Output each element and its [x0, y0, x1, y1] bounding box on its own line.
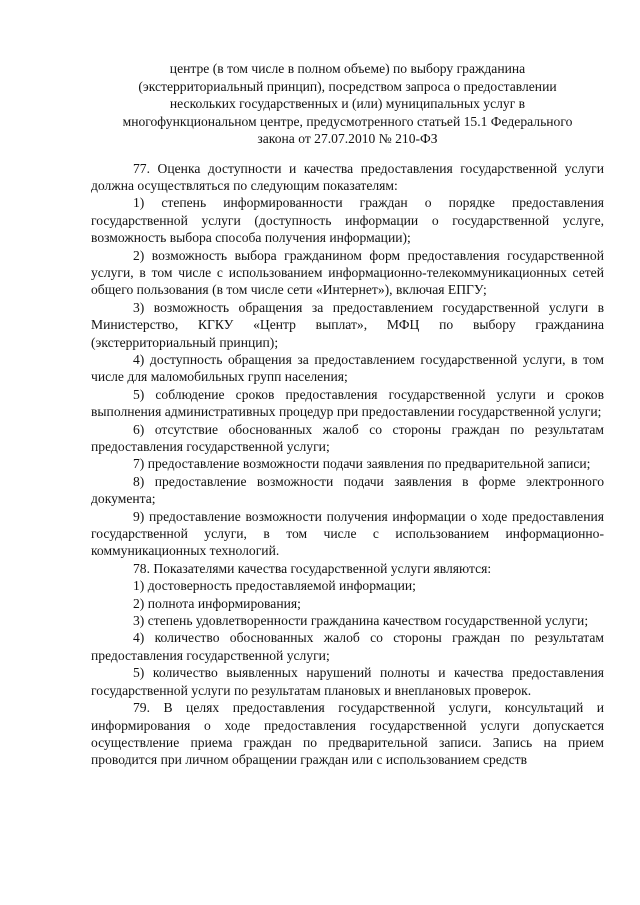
paragraph-78-item-3: 3) степень удовлетворенности гражданина качеством государственной услуги; — [133, 613, 589, 629]
paragraph-77: 77. Оценка доступности и качества предоставления государственной услуги должна осуществляться по следующим показателям: — [91, 160, 604, 193]
paragraph-77-item-5: 5) соблюдение сроков предоставления государственной услуги и сроков выполнения административных процедур при предоставлении государственной услуги; — [91, 386, 604, 420]
document-body — [91, 160, 604, 769]
paragraph-78-item-5: 5) количество выявленных нарушений полноты и качества предоставления государственной услуги по результатам плановых и внеплановых проверок. — [91, 665, 604, 698]
paragraph-77-item-6: 6) отсутствие обоснованных жалоб со стороны граждан по результатам предоставления государственной услуги; — [91, 421, 604, 454]
paragraph-77-item-2: 2) возможность выбора гражданином форм предоставления государственной услуги, в том числе с использованием информационно-телекоммуникационных сетей общего пользования (в том числе сети «Интернет»), включая ЕПГУ; — [91, 247, 604, 298]
section-heading — [91, 60, 604, 148]
heading-line: нескольких государственных и (или) муниципальных услуг в — [169, 96, 526, 111]
paragraph-78-item-4: 4) количество обоснованных жалоб со стороны граждан по результатам предоставления государственной услуги; — [91, 630, 604, 663]
paragraph-79: 79. В целях предоставления государственной услуги, консультаций и информирования о ходе предоставления государственной услуги допускается осуществление приема граждан по предварительной записи. Запись на прием проводится при личном обращении граждан или с использованием средств — [91, 700, 604, 768]
heading-line: закона от 27.07.2010 № 210-ФЗ — [257, 131, 438, 146]
paragraph-77-item-9: 9) предоставление возможности получения информации о ходе предоставления государственной услуги, в том числе с использованием информационно-коммуникационных технологий. — [91, 508, 604, 559]
paragraph-77-item-8: 8) предоставление возможности подачи заявления в форме электронного документа; — [91, 473, 604, 507]
heading-line: центре (в том числе в полном объеме) по выбору гражданина — [169, 61, 526, 76]
heading-line: многофункциональном центре, предусмотренного статьей 15.1 Федерального — [122, 113, 573, 129]
paragraph-78: 78. Показателями качества государственной услуги являются: — [133, 560, 492, 576]
paragraph-77-item-4: 4) доступность обращения за предоставлением государственной услуги, в том числе для маломобильных групп населения; — [91, 351, 604, 385]
paragraph-78-item-2: 2) полнота информирования; — [133, 595, 301, 611]
paragraph-77-item-3: 3) возможность обращения за предоставлением государственной услуги в Министерство, КГКУ «Центр выплат», МФЦ по выбору гражданина (экстерриториальный принцип); — [91, 299, 604, 350]
heading-line: (экстерриториальный принцип), посредством запроса о предоставлении — [138, 78, 557, 94]
paragraph-78-item-1: 1) достоверность предоставляемой информации; — [133, 578, 416, 594]
paragraph-77-item-7: 7) предоставление возможности подачи заявления по предварительной записи; — [133, 456, 591, 472]
paragraph-77-item-1: 1) степень информированности граждан о порядке предоставления государственной услуги (доступность информации о государственной услуге, возможность выбора способа получения информации); — [91, 195, 604, 246]
